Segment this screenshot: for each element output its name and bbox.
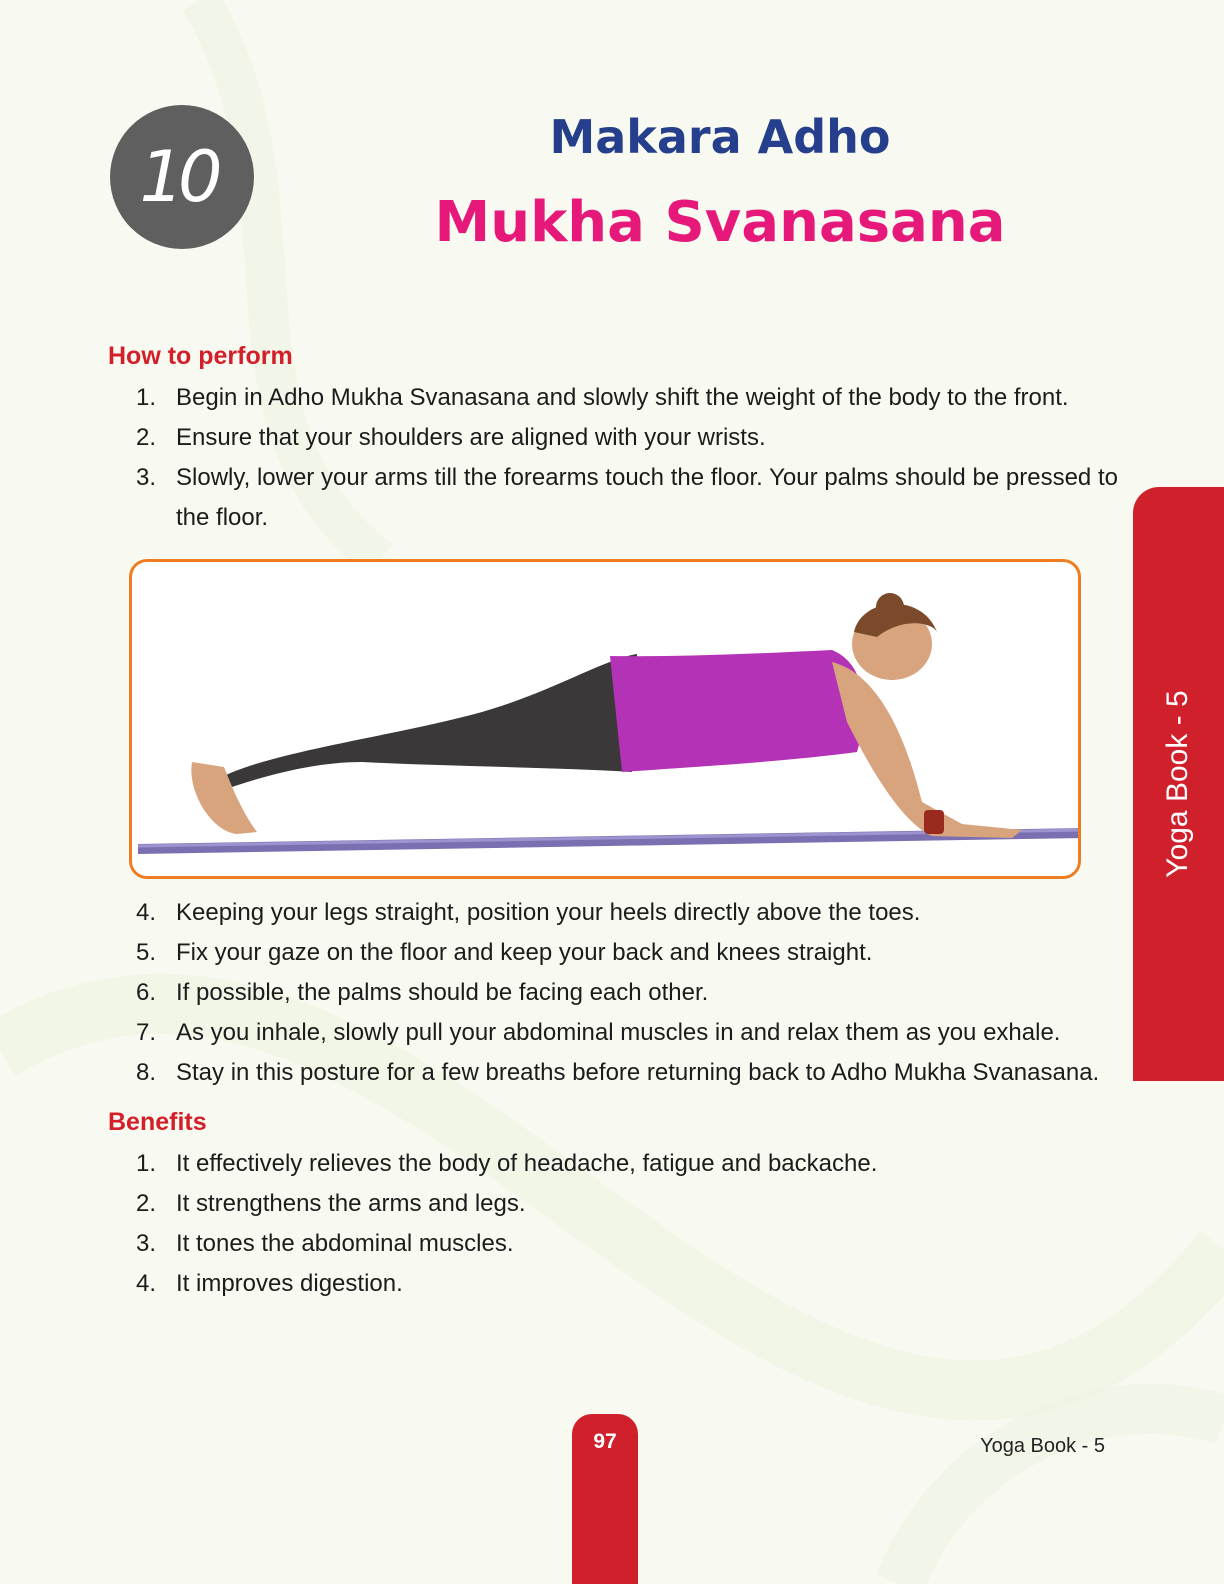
list-item-number: 3. xyxy=(135,464,156,491)
list-item xyxy=(108,458,1118,538)
side-tab xyxy=(1133,487,1224,1081)
benefits-list xyxy=(108,1144,1118,1304)
list-item-text: Begin in Adho Mukha Svanasana and slowly shift the weight of the body to the front. xyxy=(176,384,1069,411)
page-number-tab xyxy=(572,1414,638,1584)
list-item xyxy=(108,1184,1118,1224)
list-item-text: As you inhale, slowly pull your abdominal muscles in and relax them as you exhale. xyxy=(176,1019,1061,1046)
page-number: 97 xyxy=(593,1430,617,1453)
list-item-number: 4. xyxy=(135,1270,156,1297)
list-item xyxy=(108,933,1118,973)
how-to-perform-heading: How to perform xyxy=(108,342,293,370)
list-item-number: 5. xyxy=(135,939,156,966)
list-item-text: It strengthens the arms and legs. xyxy=(176,1190,526,1217)
list-item-number: 8. xyxy=(135,1059,156,1086)
list-item-text: Ensure that your shoulders are aligned with your wrists. xyxy=(176,424,766,451)
list-item-number: 1. xyxy=(135,384,156,411)
list-item xyxy=(108,1013,1118,1053)
list-item-text: It effectively relieves the body of headache, fatigue and backache. xyxy=(176,1150,878,1177)
list-item-text: If possible, the palms should be facing each other. xyxy=(176,979,709,1006)
steps-list-part1 xyxy=(108,378,1118,538)
list-item-number: 1. xyxy=(135,1150,156,1177)
footer-book-title: Yoga Book - 5 xyxy=(980,1435,1105,1457)
benefits-heading: Benefits xyxy=(108,1108,207,1136)
list-item xyxy=(108,1224,1118,1264)
list-item-number: 2. xyxy=(135,1190,156,1217)
list-item-number: 3. xyxy=(135,1230,156,1257)
list-item-number: 7. xyxy=(135,1019,156,1046)
list-item xyxy=(108,1144,1118,1184)
pose-photo-frame xyxy=(129,559,1081,879)
list-item xyxy=(108,418,1118,458)
list-item-number: 6. xyxy=(135,979,156,1006)
list-item xyxy=(108,973,1118,1013)
steps-list-part2 xyxy=(108,893,1118,1093)
list-item-number: 2. xyxy=(135,424,156,451)
list-item xyxy=(108,1264,1118,1304)
list-item-text: It tones the abdominal muscles. xyxy=(176,1230,514,1257)
side-tab-label: Yoga Book - 5 xyxy=(1161,690,1194,878)
page-title-line2: Mukha Svanasana xyxy=(434,190,1006,255)
page-title-line1: Makara Adho xyxy=(549,110,891,164)
list-item xyxy=(108,1053,1118,1093)
list-item xyxy=(108,378,1118,418)
list-item-text: It improves digestion. xyxy=(176,1270,403,1297)
chapter-number-badge xyxy=(110,105,254,249)
list-item-text: Slowly, lower your arms till the forearms touch the floor. Your palms should be pressed to the floor. xyxy=(176,464,1118,531)
list-item-text: Keeping your legs straight, position your heels directly above the toes. xyxy=(176,899,921,926)
list-item-text: Stay in this posture for a few breaths before returning back to Adho Mukha Svanasana. xyxy=(176,1059,1100,1086)
chapter-number: 10 xyxy=(139,136,217,218)
pose-illustration xyxy=(132,562,1078,876)
list-item xyxy=(108,893,1118,933)
list-item-text: Fix your gaze on the floor and keep your back and knees straight. xyxy=(176,939,873,966)
list-item-number: 4. xyxy=(135,899,156,926)
